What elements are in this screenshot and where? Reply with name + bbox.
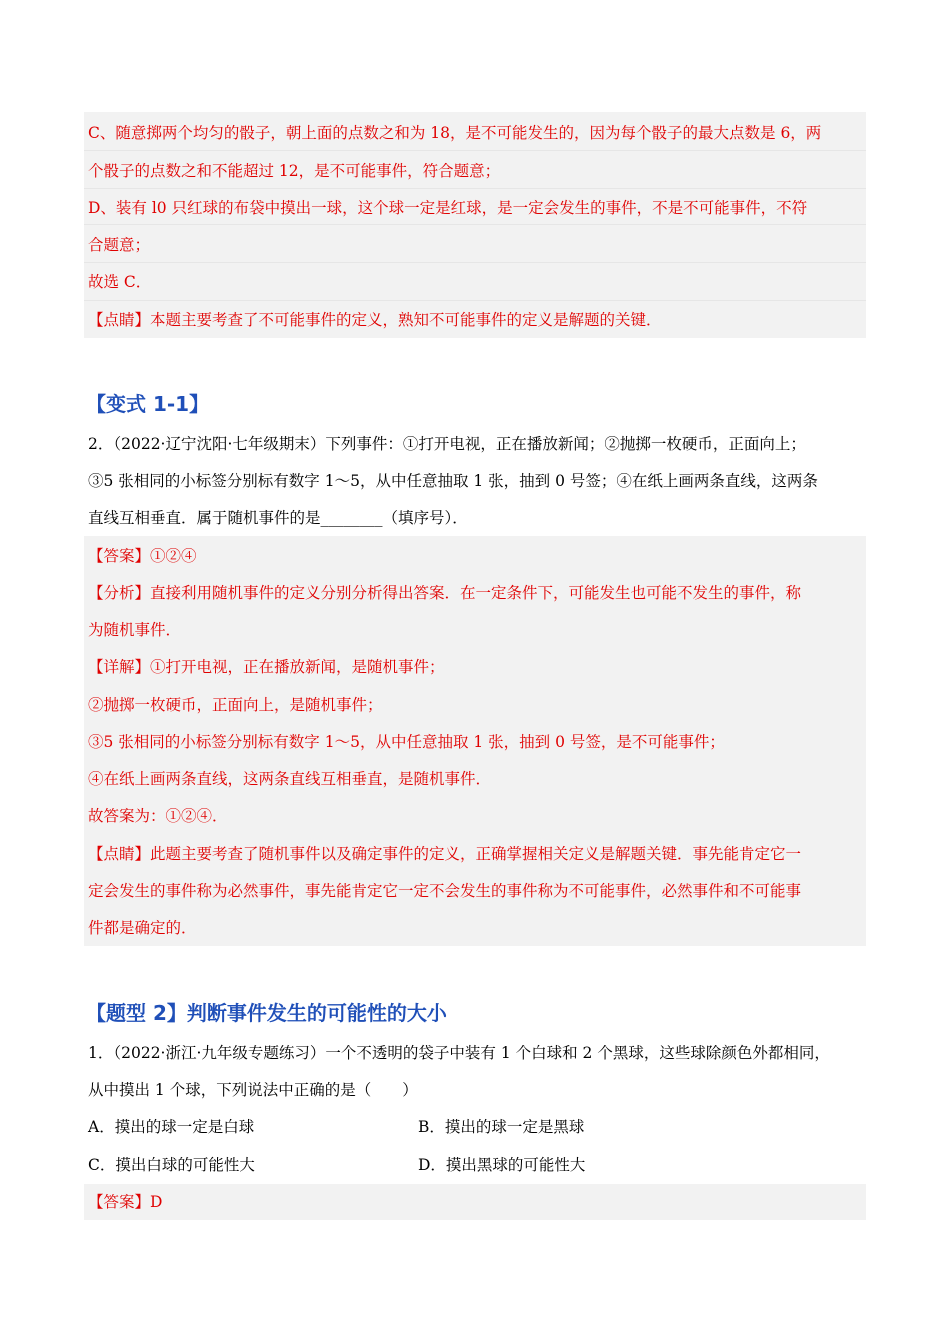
detail-line: ④在纸上画两条直线，这两条直线互相垂直，是随机事件． <box>88 770 492 788</box>
comment-line: 【点睛】本题主要考查了不可能事件的定义，熟知不可能事件的定义是解题的关键． <box>88 311 662 329</box>
comment-line: 【点睛】此题主要考查了随机事件以及确定事件的定义，正确掌握相关定义是解题关键．事先能肯定它一 <box>88 845 802 863</box>
question-line: 1．（2022·浙江·九年级专题练习）一个不透明的袋子中装有 1 个白球和 2 个黑球，这些球除颜色外都相同， <box>88 1044 830 1062</box>
option-a: A．摸出的球一定是白球 <box>88 1118 255 1136</box>
detail-line: ③5 张相同的小标签分别标有数字 1～5，从中任意抽取 1 张，抽到 0 号签，是不可能事件； <box>88 733 725 751</box>
solution-line: C、随意掷两个均匀的骰子，朝上面的点数之和为 18，是不可能发生的，因为每个骰子的最大点数是 6，两 <box>88 124 822 142</box>
solution-line: D、装有 l0 只红球的布袋中摸出一球，这个球一定是红球，是一定会发生的事件，不是不可能事件，不符 <box>88 199 808 217</box>
detail-line: 【详解】①打开电视，正在播放新闻，是随机事件； <box>88 658 445 676</box>
divider <box>84 262 866 263</box>
analysis-line: 【分析】直接利用随机事件的定义分别分析得出答案．在一定条件下，可能发生也可能不发生的事件，称 <box>88 584 802 602</box>
divider <box>84 150 866 151</box>
question-line: 从中摸出 1 个球，下列说法中正确的是（ ） <box>88 1081 418 1099</box>
section-heading-type2: 【题型 2】判断事件发生的可能性的大小 <box>86 1001 447 1025</box>
question-line: ③5 张相同的小标签分别标有数字 1～5，从中任意抽取 1 张，抽到 0 号签；④在纸上画两条直线，这两条 <box>88 472 818 490</box>
comment-line: 定会发生的事件称为必然事件，事先能肯定它一定不会发生的事件称为不可能事件，必然事件和不可能事 <box>88 882 802 900</box>
option-c: C．摸出白球的可能性大 <box>88 1156 255 1174</box>
divider <box>84 224 866 225</box>
section-heading-variant: 【变式 1-1】 <box>86 392 210 416</box>
answer-line: 【答案】D <box>88 1193 163 1211</box>
comment-line: 件都是确定的． <box>88 919 197 937</box>
solution-line: 个骰子的点数之和不能超过 12，是不可能事件，符合题意； <box>88 162 501 180</box>
answer-line: 【答案】①②④ <box>88 547 197 565</box>
solution-line: 合题意； <box>88 236 151 254</box>
divider <box>84 188 866 189</box>
option-d: D．摸出黑球的可能性大 <box>418 1156 586 1174</box>
analysis-line: 为随机事件． <box>88 621 182 639</box>
question-line: 2．（2022·辽宁沈阳·七年级期末）下列事件：①打开电视，正在播放新闻；②抛掷一枚硬币，正面向上； <box>88 435 806 453</box>
option-b: B．摸出的球一定是黑球 <box>418 1118 585 1136</box>
solution-block-1 <box>84 112 866 338</box>
solution-line: 故选 C． <box>88 273 152 291</box>
question-line: 直线互相垂直．属于随机事件的是________（填序号）． <box>88 509 468 527</box>
divider <box>84 300 866 301</box>
detail-line: ②抛掷一枚硬币，正面向上，是随机事件； <box>88 696 383 714</box>
detail-line: 故答案为：①②④． <box>88 807 228 825</box>
